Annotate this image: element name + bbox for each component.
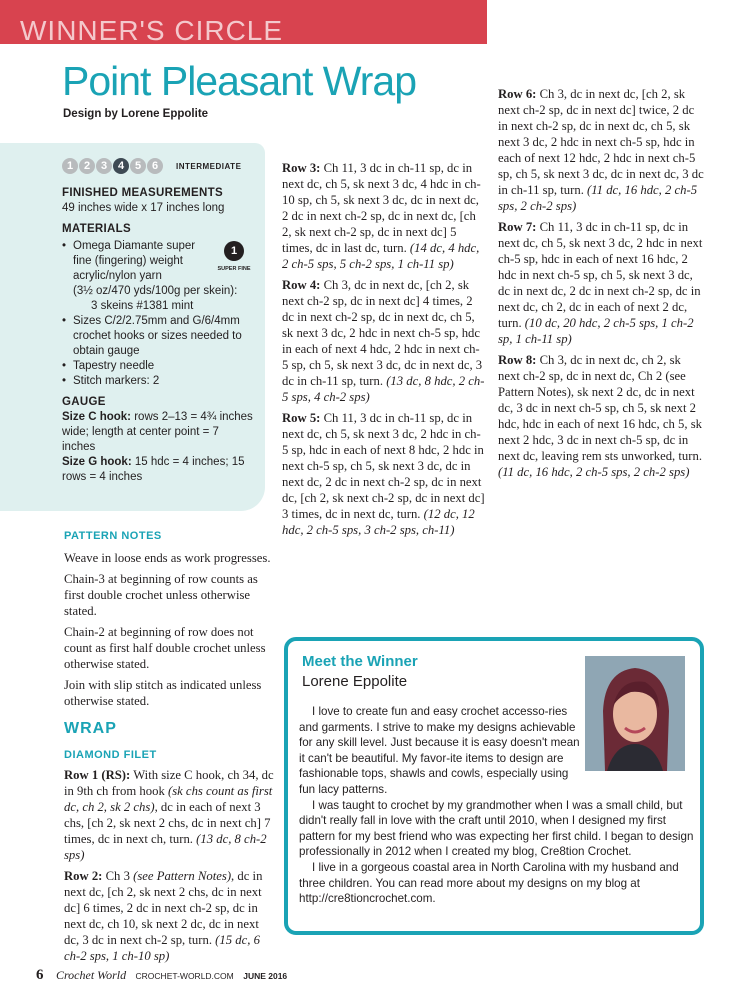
skill-level-indicator [62, 158, 255, 174]
pattern-notes-column [64, 528, 276, 969]
magazine-name: Crochet World [55, 968, 127, 982]
row-4: Row 4: Ch 3, dc in next dc, [ch 2, sk next ch-2 sp, dc in next dc] 4 times, 2 dc in next ch-2 sp, dc in next dc, ch 5, sk next 3 dc, 2 hdc in next ch-5 sp, hdc in each of next 4 hdc, 2 hdc in next ch-5 sp, ch 5, sk next 3 dc, dc in next dc, 3 dc in ch-11 sp, turn. (13 dc, 8 hdc, 2 ch-5 sps, 4 ch-2 sps) [282, 278, 485, 404]
yarn-weight-icon [217, 241, 251, 277]
winner-name: Lorene Eppolite [302, 673, 408, 690]
byline: Design by Lorene Eppolite [63, 108, 209, 120]
list-item: • Tapestry needle [62, 359, 255, 374]
pattern-notes-heading: PATTERN NOTES [64, 530, 162, 542]
page-footer [36, 966, 287, 984]
list-item: • Sizes C/2/2.75mm and G/6/4mm crochet hooks or sizes needed to obtain gauge [62, 314, 255, 359]
info-sidebar [0, 143, 265, 511]
list-item: • Stitch markers: 2 [62, 374, 255, 389]
gauge-text: Size C hook: rows 2–13 = 4¾ inches wide; length at center point = 7 inches Size G hook: 15 hdc = 4 inches; 15 rows = 4 inches [62, 411, 253, 483]
row-3: Row 3: Ch 11, 3 dc in ch-11 sp, dc in next dc, ch 5, sk next 3 dc, 4 hdc in ch-10 sp, ch 5, sk next 3 dc, dc in next dc, 2 dc in next ch-2 sp, dc in next dc, [ch 2, sk next ch-2 sp, dc in next dc] 5 times, dc in last dc, turn. (14 dc, 4 hdc, 2 ch-5 sps, 5 ch-2 sps, 1 ch-11 sp) [282, 161, 481, 271]
row-7: Row 7: Ch 11, 3 dc in ch-11 sp, dc in next dc, ch 5, sk next 3 dc, 2 hdc in next ch-5 sp, hdc in each of next 16 hdc, 2 hdc in next ch-5 sp, ch 5, sk next 3 dc, dc in next dc, 2 dc in next ch-2 sp, dc in next dc, ch 2, dc in each of next 2 dc, turn. (10 dc, 20 hdc, 2 ch-5 sps, 1 ch-2 sp, 1 ch-11 sp) [498, 220, 703, 346]
diamond-filet-heading: DIAMOND FILET [64, 749, 157, 761]
bio-paragraph: I love to create fun and easy crochet accesso-ries and garments. I strive to make my designs achievable for any skill level. Just because it is easy doesn't mean it can't be beautiful. My favor-ite items to design are fashionable tops, shawls and cowls, especially using fun lacy patterns. [299, 705, 580, 796]
skill-dot-selected: 4 [113, 158, 129, 174]
finished-heading: FINISHED MEASUREMENTS [62, 187, 223, 199]
magazine-site: CROCHET-WORLD.COM [135, 971, 234, 981]
page-number: 6 [36, 967, 44, 983]
page-title: Point Pleasant Wrap [62, 58, 417, 104]
bio-paragraph: I live in a gorgeous coastal area in North Carolina with my husband and three children. You can read more about my designs on my blog at http://cre8tioncrochet.com. [299, 860, 679, 906]
winner-heading: Meet the Winner [302, 653, 418, 670]
skill-dot: 2 [79, 158, 95, 174]
row-6: Row 6: Ch 3, dc in next dc, [ch 2, sk next ch-2 sp, dc in next dc] twice, 2 dc in next ch-2 sp, dc in next dc, ch 5, sk next 3 dc, 2 hdc in next ch-5 sp, hdc in each of next 12 hdc, 2 hdc in next ch-5 sp, ch 5, sk next 3 dc, dc in next dc, 3 dc in ch-11 sp, turn. (11 dc, 16 hdc, 2 ch-5 sps, 2 ch-2 sps) [498, 87, 704, 213]
row-5: Row 5: Ch 11, 3 dc in ch-11 sp, dc in next dc, ch 5, sk next 3 dc, 2 hdc in ch-5 sp, hdc in each of next 8 hdc, 2 hdc in next ch-5 sp, ch 5, sk next 3 dc, dc in next dc, 2 dc in next ch-2 sp, dc in next dc, [ch 2, sk next ch-2 sp, dc in next dc] 3 times, dc in next dc, turn. (12 dc, 12 hdc, 2 ch-5 sps, 3 ch-2 sps, ch-11) [282, 411, 485, 537]
gauge-heading: GAUGE [62, 396, 106, 408]
note: Join with slip stitch as indicated unless otherwise stated. [64, 678, 262, 708]
winner-bio [299, 704, 695, 907]
row-8: Row 8: Ch 3, dc in next dc, ch 2, sk next ch-2 sp, dc in next dc, Ch 2 (see Pattern Notes), sk next 2 dc, dc in next dc, 3 dc in next ch-5 sp, ch 5, sk next 2 hdc, hdc in each of next 16 hdc, ch 5, sk next 2 hdc, 3 dc in next ch-5 sp, dc in next dc, leaving rem sts unworked, turn. (11 dc, 16 hdc, 2 ch-5 sps, 2 ch-2 sps) [498, 353, 703, 479]
list-item: 3 skeins #1381 mint [91, 300, 194, 312]
skill-dot: 1 [62, 158, 78, 174]
note: Weave in loose ends as work progresses. [64, 551, 271, 565]
bio-paragraph: I was taught to crochet by my grandmother when I was a small child, but didn't really fall in love with the craft until 2010, when I designed my first pattern for my best friend who was expecting her first child. I began to design professionally in 2012 when I created my blog, Cre8tion Crochet. [299, 798, 694, 859]
instructions-column-3 [498, 86, 705, 485]
list-item: • Omega Diamante super fine (fingering) weight acrylic/nylon yarn (3½ oz/470 yds/100g per skein): [62, 239, 255, 299]
skill-dot: 6 [147, 158, 163, 174]
section-banner [0, 0, 487, 44]
wrap-heading: WRAP [64, 720, 117, 737]
instructions-column-2 [282, 160, 485, 543]
row-1: Row 1 (RS): With size C hook, ch 34, dc in 9th ch from hook (sk chs count as first dc, ch 2, sk 2 chs), dc in each of next 3 chs, [ch 2, sk next 2 chs, dc in next ch] 7 times, dc in next ch, turn. (13 dc, 8 ch-2 sps) [64, 768, 274, 862]
note: Chain-2 at beginning of row does not count as first half double crochet unless otherwise stated. [64, 625, 266, 671]
section-label: WINNER'S CIRCLE [20, 15, 284, 46]
yarn-weight-label: SUPER FINE [217, 266, 251, 272]
row-2: Row 2: Ch 3 (see Pattern Notes), dc in next dc, [ch 2, sk next 2 chs, dc in next dc] 6 times, 2 dc in next ch-2 sp, dc in next dc, ch 10, sk next 2 dc, dc in next dc, 3 dc in next ch-2 sp, turn. (15 dc, 6 ch-2 sps, 1 ch-10 sp) [64, 869, 263, 963]
finished-text: 49 inches wide x 17 inches long [62, 202, 225, 214]
skill-dot: 5 [130, 158, 146, 174]
yarn-weight-number: 1 [224, 241, 244, 261]
skill-label: INTERMEDIATE [176, 161, 242, 171]
note: Chain-3 at beginning of row counts as first double crochet unless otherwise stated. [64, 572, 258, 618]
meet-the-winner-box [284, 637, 704, 935]
materials-heading: MATERIALS [62, 223, 131, 235]
skill-dot: 3 [96, 158, 112, 174]
materials-list [62, 239, 255, 389]
issue-date: JUNE 2016 [243, 971, 288, 981]
